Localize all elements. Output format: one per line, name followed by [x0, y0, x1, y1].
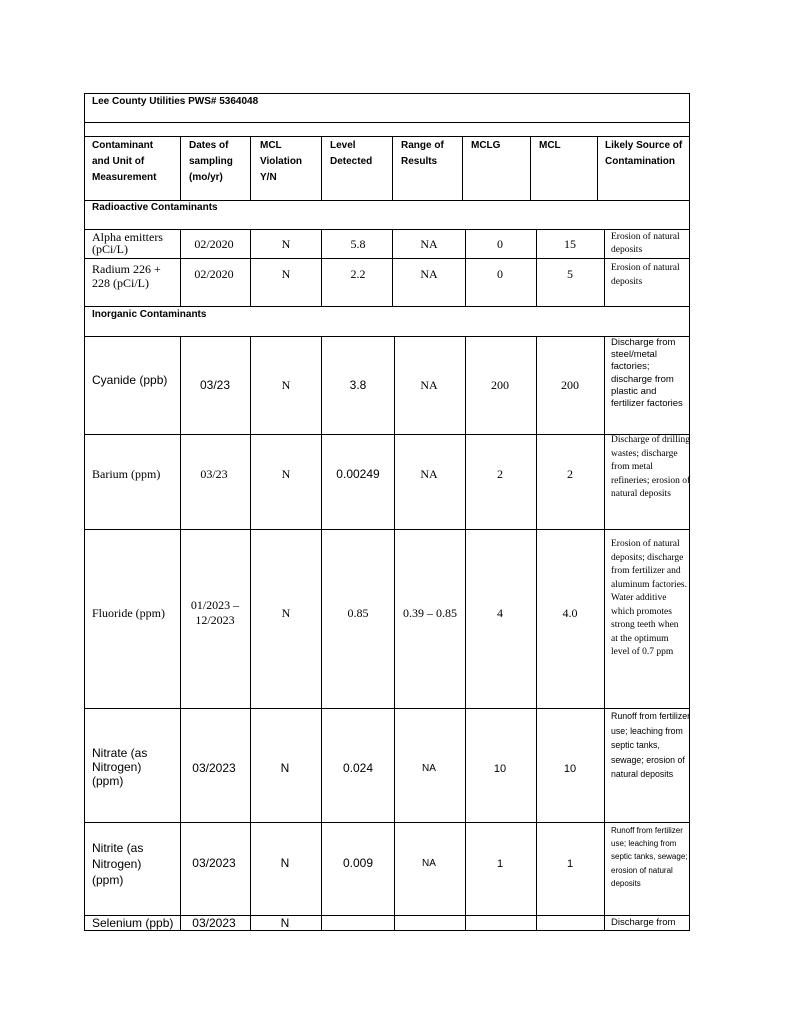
rule — [465, 229, 466, 306]
table-row-range: NA — [420, 237, 438, 251]
table-row-dates: 02/2020 — [194, 267, 234, 281]
rule — [597, 136, 598, 200]
rule — [536, 229, 537, 306]
table-row-source: Discharge from steel/metal factories; discharge from plastic and fertilizer factories — [611, 337, 683, 410]
table-row-source: Erosion of natural deposits — [611, 263, 680, 287]
table-row-source: Discharge of drilling wastes; discharge from metal refineries; erosion of natural deposits — [611, 435, 691, 499]
rule — [84, 708, 690, 709]
rule — [84, 822, 690, 823]
rule — [392, 229, 393, 306]
table-row-range: NA — [420, 467, 438, 481]
table-row-dates: 03/23 — [200, 467, 228, 481]
table-row-source: Discharge from — [611, 917, 676, 928]
table-row-mcl: 15 — [564, 237, 576, 251]
table-row-level: 2.2 — [350, 267, 366, 281]
table-row-range: 0.39 – 0.85 — [403, 606, 457, 620]
rule — [84, 915, 690, 916]
table-row-mcl: 10 — [563, 763, 577, 775]
table-row-level: 5.8 — [350, 237, 366, 251]
table-row-mclg: 0 — [497, 267, 503, 281]
rule — [84, 136, 690, 137]
table-row-mclg: 4 — [497, 606, 503, 620]
rule — [84, 529, 690, 530]
table-row-dates: 03/23 — [199, 378, 231, 392]
table-row-source: Runoff from fertilizer use; leaching from septic tanks, sewage; erosion of natural deposits — [611, 826, 688, 888]
table-row-mclg: 0 — [497, 237, 503, 251]
header-level: Level Detected — [330, 140, 373, 167]
rule — [250, 336, 251, 931]
table-row-source: Erosion of natural deposits; discharge from fertilizer and aluminum factories. Water additive which promotes strong teeth when at the optimum level of 0.7 ppm — [611, 539, 687, 657]
table-row-contaminant: Nitrite (as Nitrogen) (ppm) — [92, 841, 144, 887]
header-violation: MCL Violation Y/N — [260, 140, 303, 183]
header-dates: Dates of sampling (mo/yr) — [189, 140, 233, 183]
rule — [321, 336, 322, 931]
table-row-mclg: 10 — [493, 763, 507, 775]
table-row-violation: N — [281, 237, 291, 251]
rule — [180, 229, 181, 306]
rule — [180, 336, 181, 931]
table-row-mclg: 200 — [491, 378, 509, 392]
table-row-contaminant: Nitrate (as Nitrogen) (ppm) — [92, 746, 148, 788]
table-row-range: NA — [422, 763, 436, 774]
header-source: Likely Source of Contamination — [605, 140, 683, 167]
table-row-range: NA — [420, 378, 438, 392]
table-row-level: 0.024 — [342, 761, 374, 775]
table-row-mclg: 1 — [496, 858, 504, 870]
table-row-violation: N — [281, 267, 291, 281]
table-row-mcl: 2 — [567, 467, 573, 481]
table-row-mcl: 5 — [567, 267, 573, 281]
rule — [462, 136, 463, 200]
header-contaminant: Contaminant and Unit of Measurement — [92, 140, 157, 183]
table-row-range: NA — [420, 267, 438, 281]
rule — [84, 336, 690, 337]
section-radioactive: Radioactive Contaminants — [92, 202, 218, 213]
rule — [465, 336, 466, 931]
table-row-violation: N — [280, 761, 290, 775]
table-row-contaminant: Selenium (ppb) — [92, 916, 174, 930]
table-row-violation: N — [281, 606, 291, 620]
table-row-contaminant: Radium 226 + 228 (pCi/L) — [92, 262, 161, 290]
table-title: Lee County Utilities PWS# 5364048 — [92, 96, 259, 107]
table-row-range: NA — [422, 858, 436, 869]
rule — [604, 336, 605, 931]
table-row-dates: 02/2020 — [194, 237, 234, 251]
table-row-dates: 03/2023 — [192, 761, 236, 775]
table-row-contaminant: Cyanide (ppb) — [92, 373, 168, 387]
rule — [536, 336, 537, 931]
header-mclg: MCLG — [471, 140, 501, 151]
table-row-contaminant: Barium (ppm) — [92, 467, 161, 481]
rule — [84, 258, 690, 259]
table-row-level: 0.00249 — [336, 467, 380, 481]
table-row-violation: N — [280, 916, 290, 930]
rule — [84, 122, 690, 123]
table-row-mcl: 200 — [561, 378, 579, 392]
rule — [84, 229, 690, 230]
table-row-source: Erosion of natural deposits — [611, 232, 680, 255]
rule — [250, 229, 251, 306]
table-row-violation: N — [280, 856, 290, 870]
table-row-mcl: 1 — [566, 858, 574, 870]
table-row-dates: 01/2023 – 12/2023 — [190, 598, 240, 627]
rule — [530, 136, 531, 200]
table-row-violation: N — [281, 378, 291, 392]
rule — [392, 136, 393, 200]
rule — [250, 136, 251, 200]
rule — [84, 434, 690, 435]
table-row-mclg: 2 — [497, 467, 503, 481]
rule — [604, 229, 605, 306]
table-row-dates: 03/2023 — [192, 856, 236, 870]
table-row-violation: N — [281, 467, 291, 481]
table-row-dates: 03/2023 — [192, 916, 236, 930]
table-row-contaminant: Alpha emitters (pCi/L) — [92, 230, 163, 256]
header-range: Range of Results — [401, 140, 444, 167]
table-row-level: 0.85 — [347, 606, 369, 620]
section-inorganic: Inorganic Contaminants — [92, 309, 207, 320]
water-quality-table — [84, 93, 690, 931]
table-row-mcl: 4.0 — [562, 606, 578, 620]
rule — [180, 136, 181, 200]
rule — [321, 229, 322, 306]
table-row-level: 0.009 — [342, 856, 374, 870]
header-mcl: MCL — [539, 140, 561, 151]
table-row-contaminant: Fluoride (ppm) — [92, 606, 165, 620]
rule — [321, 136, 322, 200]
table-row-source: Runoff from fertilizer use; leaching from septic tanks, sewage; erosion of natural deposits — [611, 711, 691, 780]
rule — [394, 336, 395, 931]
table-row-level: 3.8 — [349, 378, 367, 392]
